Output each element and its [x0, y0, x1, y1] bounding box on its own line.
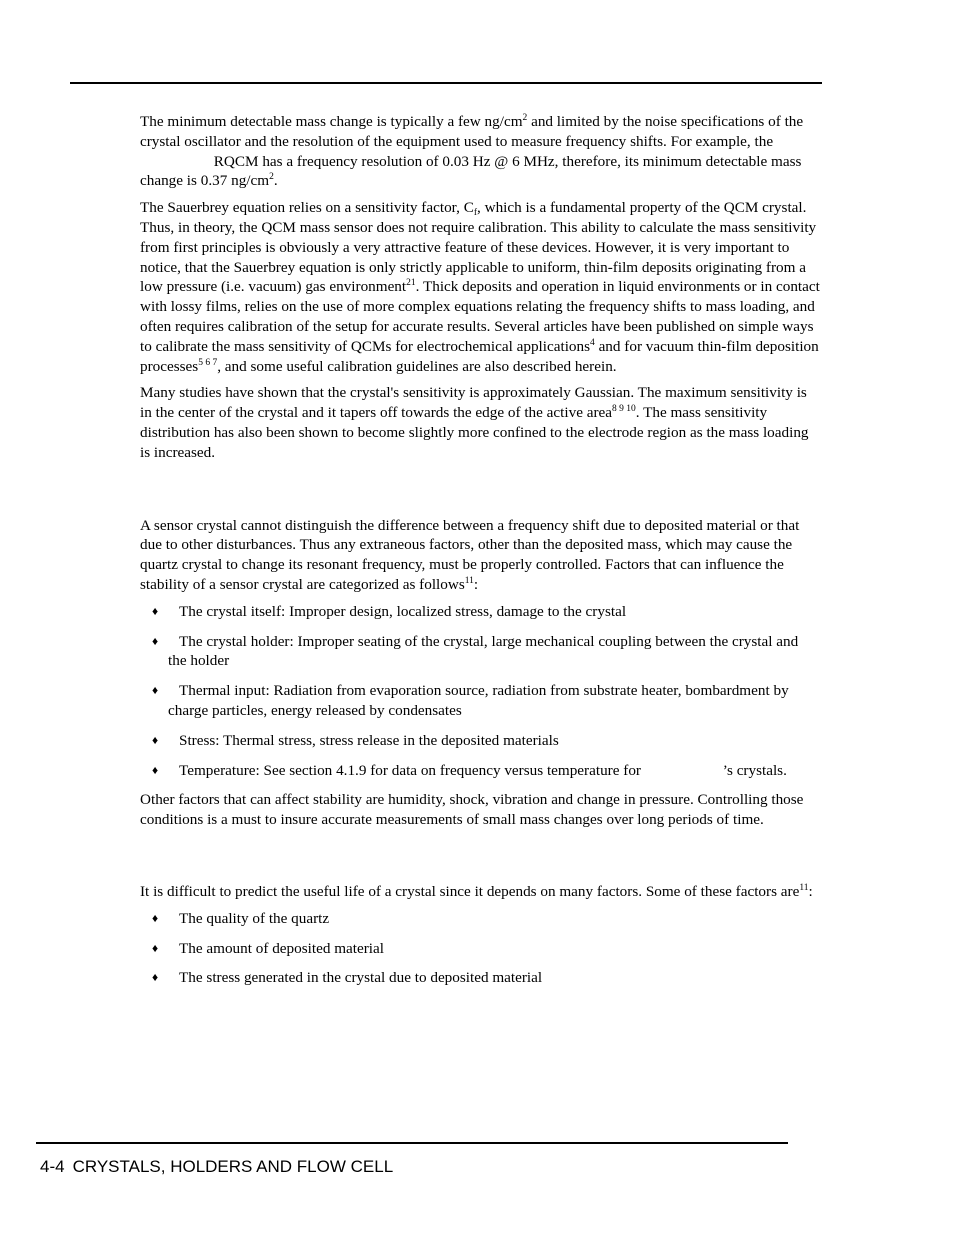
list-item-text: ’s crystals. [722, 761, 787, 779]
diamond-bullet-icon: ♦ [152, 940, 159, 955]
list-item [140, 968, 820, 988]
text-span: : [808, 882, 813, 900]
superscript: 5 6 7 [198, 357, 218, 368]
list-item-text: The amount of deposited material [179, 939, 384, 957]
subscript: f [473, 208, 478, 219]
superscript: 21 [406, 278, 416, 289]
paragraph-crystal-life [140, 882, 820, 902]
text-span: RQCM has a frequency resolution of 0.03 Hz @ 6 MHz, therefore, its minimum detectable mass change is 0.37 ng/cm [140, 152, 802, 190]
superscript: 11 [464, 575, 474, 586]
text-span: The minimum detectable mass change is typically a few ng/cm [140, 113, 523, 130]
text-span: . Thick deposits and operation in liquid environments or in contact with lossy films, relies on the use of more complex equations relating the frequency shifts to mass loading, and often requires calibration of the setup for accurate results. Several articles have been published on simple ways to calibrate the mass sensitivity of QCMs for electrochemical applications [140, 278, 820, 355]
text-span: and for vacuum thin-film deposition processes [140, 337, 819, 375]
page-footer [40, 1157, 393, 1177]
text-span: , which is a fundamental property of the QCM crystal. Thus, in theory, the QCM mass sensor does not require calibration. This ability to calculate the mass sensitivity from first principles is obviously a very attractive feature of these devices. However, it is very important to notice, that the Sauerbrey equation is only strictly applicable to uniform, thin-film deposits originating from a low pressure (i.e. vacuum) gas environment [140, 199, 817, 296]
diamond-bullet-icon: ♦ [152, 910, 159, 925]
list-item [140, 939, 820, 959]
list-item-text: Stress: Thermal stress, stress release in the deposited materials [179, 731, 559, 749]
paragraph-other-factors [140, 790, 820, 830]
text-span: The Sauerbrey equation relies on a sensitivity factor, C [140, 199, 474, 217]
text-span: and limited by the noise specifications of the crystal oscillator and the resolution of the equipment used to measure frequency shifts. For example, the [140, 113, 804, 150]
section-gap [140, 837, 820, 882]
section-gap [140, 470, 820, 516]
list-item-text: Temperature: See section 4.1.9 for data on frequency versus temperature for [179, 761, 645, 779]
list-item [140, 681, 820, 721]
text-span: Other factors that can affect stability are humidity, shock, vibration and change in pressure. Controlling those conditions is a must to insure accurate measurements of small mass changes over long periods of time. [140, 791, 804, 829]
text-span: It is difficult to predict the useful life of a crystal since it depends on many factors. Some of these factors are [140, 882, 800, 900]
diamond-bullet-icon: ♦ [152, 633, 159, 648]
body-text [140, 112, 820, 998]
list-item [140, 909, 820, 929]
stability-factor-list [140, 602, 820, 781]
list-item [140, 602, 820, 622]
list-item [140, 632, 820, 672]
header-rule [70, 82, 822, 84]
paragraph-sauerbrey [140, 198, 820, 376]
superscript: 2 [522, 113, 528, 123]
page-number: 4-4 [40, 1157, 65, 1176]
text-span: . The mass sensitivity distribution has also been shown to become slightly more confined to the electrode region as the mass loading is increased. [140, 404, 809, 461]
superscript: 11 [799, 882, 809, 893]
list-item-text: The crystal itself: Improper design, localized stress, damage to the crystal [179, 602, 627, 620]
diamond-bullet-icon: ♦ [152, 970, 159, 985]
superscript: 2 [269, 172, 274, 183]
list-item [140, 731, 820, 751]
footer-rule [36, 1142, 788, 1144]
diamond-bullet-icon: ♦ [152, 683, 159, 698]
list-item [140, 761, 820, 781]
superscript: 4 [590, 337, 595, 348]
section-title: CRYSTALS, HOLDERS AND FLOW CELL [72, 1157, 394, 1176]
life-factor-list [140, 909, 820, 988]
paragraph-stability-intro [140, 516, 820, 595]
list-item-text: Thermal input: Radiation from evaporation source, radiation from substrate heater, bombardment by charge particles, energy released by condensates [168, 682, 789, 719]
text-span: A sensor crystal cannot distinguish the difference between a frequency shift due to deposited material or that due to other disturbances. Thus any extraneous factors, other than the deposited mass, which may cause the quartz crystal to change its resonant frequency, must be properly controlled. Factors that can influence the stability of a sensor crystal are categorized as follows [140, 516, 800, 593]
superscript: 8 9 10 [612, 404, 636, 415]
diamond-bullet-icon: ♦ [152, 732, 159, 747]
diamond-bullet-icon: ♦ [152, 762, 159, 777]
diamond-bullet-icon: ♦ [152, 603, 159, 618]
text-span: . [273, 172, 278, 190]
text-span: , and some useful calibration guidelines are also described herein. [217, 357, 617, 375]
paragraph-gaussian-sensitivity [140, 383, 820, 462]
paragraph-detectable-mass [140, 112, 820, 191]
text-span: Many studies have shown that the crystal's sensitivity is approximately Gaussian. The maximum sensitivity is in the center of the crystal and it tapers off towards the edge of the active area [140, 384, 807, 422]
list-item-text: The stress generated in the crystal due to deposited material [179, 969, 543, 987]
list-item-text: The quality of the quartz [179, 909, 330, 927]
list-item-text: The crystal holder: Improper seating of the crystal, large mechanical coupling between the crystal and the holder [168, 632, 799, 670]
text-span: : [473, 575, 479, 593]
